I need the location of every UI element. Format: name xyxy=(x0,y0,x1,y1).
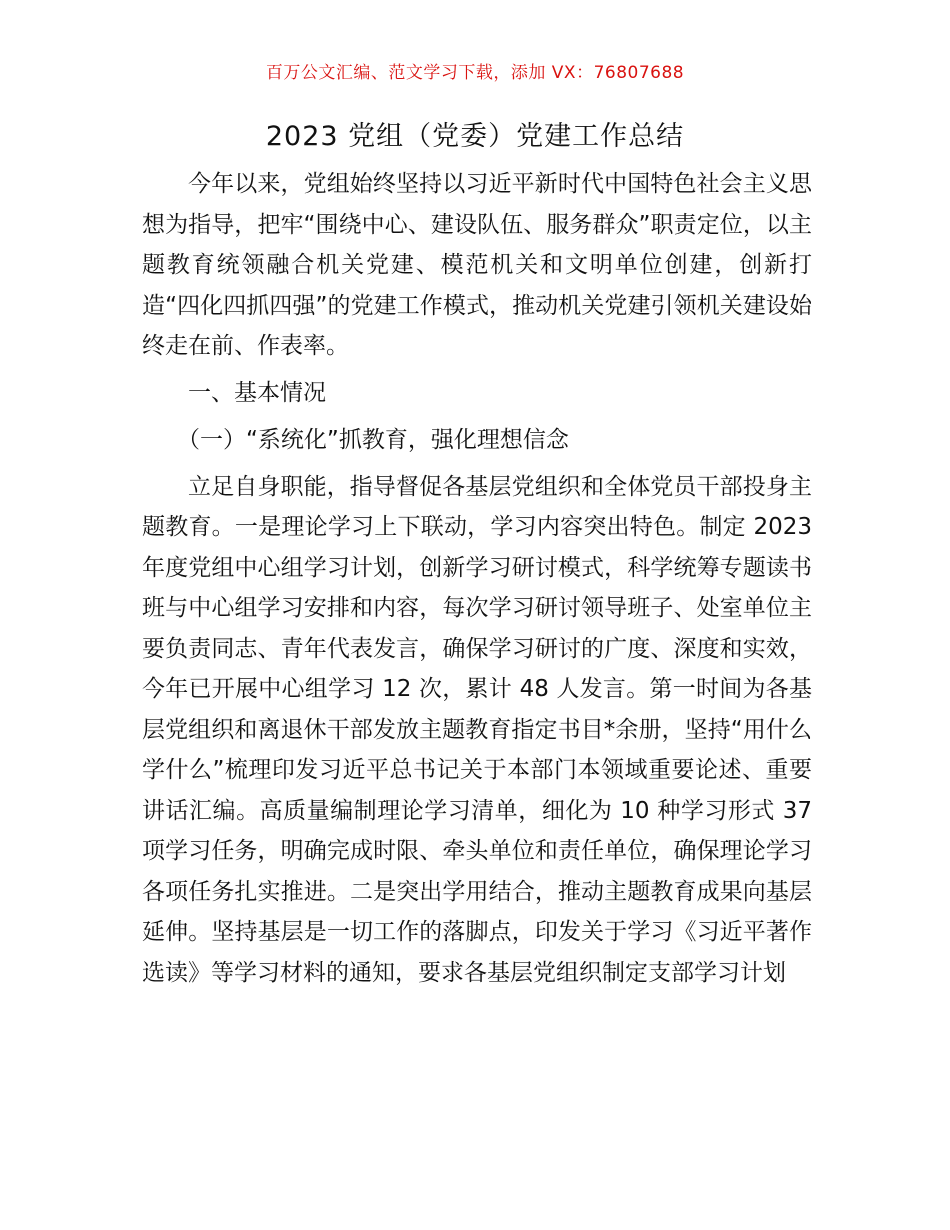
document-body xyxy=(142,164,812,993)
body-paragraph: 立足自身职能，指导督促各基层党组织和全体党员干部投身主题教育。一是理论学习上下联动，学习内容突出特色。制定 2023 年度党组中心组学习计划，创新学习研讨模式，科学统筹专题读书班与中心组学习安排和内容，每次学习研讨领导班子、处室单位主要负责同志、青年代表发言，确保学习研讨的广度、深度和实效，今年已开展中心组学习 12 次，累计 48 人发言。第一时间为各基层党组织和离退休干部发放主题教育指定书目*余册，坚持“用什么学什么”梳理印发习近平总书记关于本部门本领域重要论述、重要讲话汇编。高质量编制理论学习清单，细化为 10 种学习形式 37 项学习任务，明确完成时限、牵头单位和责任单位，确保理论学习各项任务扎实推进。二是突出学用结合，推动主题教育成果向基层延伸。坚持基层是一切工作的落脚点，印发关于学习《习近平著作选读》等学习材料的通知，要求各基层党组织制定支部学习计划 xyxy=(142,473,812,986)
document-title: 2023 党组（党委）党建工作总结 xyxy=(265,121,685,152)
header-watermark-note: 百万公文汇编、范文学习下载，添加 VX：76807688 xyxy=(265,63,685,83)
subsection-heading-education: （一）“系统化”抓教育，强化理想信念 xyxy=(177,427,569,453)
section-heading-basic-situation: 一、基本情况 xyxy=(188,379,326,406)
intro-paragraph: 今年以来，党组始终坚持以习近平新时代中国特色社会主义思想为指导，把牢“围绕中心、建设队伍、服务群众”职责定位，以主题教育统领融合机关党建、模范机关和文明单位创建，创新打造“四化四抓四强”的党建工作模式，推动机关党建引领机关建设始终走在前、作表率。 xyxy=(142,171,812,359)
